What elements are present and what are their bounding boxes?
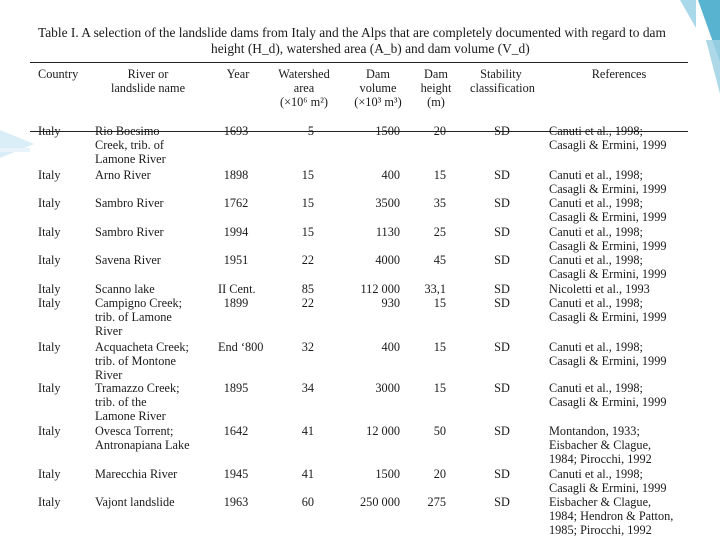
cell-refs-line: Canuti et al., 1998; — [549, 124, 643, 138]
cell-area — [274, 282, 314, 296]
cell-country-line: Italy — [38, 225, 61, 239]
header-stability: Stability classification — [470, 67, 535, 95]
cell-country — [38, 296, 61, 310]
cell-country — [38, 282, 61, 296]
cell-river — [95, 467, 177, 481]
cell-volume — [346, 340, 400, 354]
cell-area-line: 15 — [301, 225, 314, 239]
cell-refs-line: Canuti et al., 1998; — [549, 296, 643, 310]
cell-refs-line: Casagli & Ermini, 1999 — [549, 481, 667, 496]
corner-decoration — [0, 0, 48, 100]
cell-year-line: 1945 — [223, 467, 249, 481]
cell-area-line: 5 — [307, 124, 314, 138]
cell-height — [416, 253, 446, 267]
cell-river — [95, 296, 182, 339]
cell-country — [38, 225, 61, 239]
cell-stability — [485, 282, 519, 296]
cell-year — [218, 225, 254, 239]
cell-refs — [549, 495, 673, 538]
cell-refs-line: 1984; Pirocchi, 1992 — [549, 452, 652, 467]
cell-year-line: 1693 — [223, 124, 249, 138]
cell-stability-line: SD — [494, 467, 510, 481]
cell-volume — [346, 381, 400, 395]
cell-height — [416, 225, 446, 239]
cell-river-line: Arno River — [95, 168, 151, 182]
cell-stability-line: SD — [494, 124, 510, 138]
cell-country-line: Italy — [38, 381, 61, 395]
cell-country-line: Italy — [38, 495, 61, 509]
cell-country — [38, 168, 61, 182]
cell-year — [218, 124, 254, 138]
cell-refs-line: Casagli & Ermini, 1999 — [549, 138, 667, 153]
cell-stability-line: SD — [494, 296, 510, 310]
cell-river-line: trib. of Montone — [95, 354, 176, 369]
cell-refs-line: Casagli & Ermini, 1999 — [549, 395, 667, 410]
cell-river-line: Rio Boesimo — [95, 124, 160, 138]
header-references: References — [591, 67, 647, 81]
cell-volume — [346, 467, 400, 481]
cell-year — [218, 296, 254, 310]
header-country: Country — [38, 67, 79, 81]
cell-height-line: 20 — [433, 467, 446, 481]
cell-refs-line: Casagli & Ermini, 1999 — [549, 267, 667, 282]
cell-country-line: Italy — [38, 424, 61, 438]
cell-refs-line: Casagli & Ermini, 1999 — [549, 354, 667, 369]
cell-river — [95, 225, 164, 239]
cell-refs-line: Canuti et al., 1998; — [549, 196, 643, 210]
cell-refs-line: Canuti et al., 1998; — [549, 253, 643, 267]
cell-year-line: 1963 — [223, 495, 249, 509]
cell-river — [95, 495, 175, 509]
cell-height-line: 20 — [433, 124, 446, 138]
cell-river-line: Campigno Creek; — [95, 296, 183, 310]
cell-refs — [549, 340, 667, 368]
cell-river — [95, 168, 151, 182]
cell-country — [38, 495, 61, 509]
cell-river-line: trib. of Lamone — [95, 310, 172, 325]
cell-year — [218, 196, 254, 210]
cell-area-line: 22 — [301, 296, 314, 310]
cell-stability — [485, 381, 519, 395]
cell-refs — [549, 225, 667, 253]
cell-refs-line: 1984; Hendron & Patton, — [549, 509, 674, 524]
cell-river-line: Acquacheta Creek; — [95, 340, 189, 354]
cell-height — [416, 340, 446, 354]
cell-river — [95, 381, 180, 424]
cell-volume-line: 3000 — [375, 381, 400, 395]
cell-area-line: 15 — [301, 196, 314, 210]
cell-refs-line: Eisbacher & Clague, — [549, 495, 652, 509]
cell-volume-line: 250 000 — [360, 495, 400, 509]
cell-refs-line: Canuti et al., 1998; — [549, 467, 643, 481]
cell-river-line: River — [95, 368, 123, 383]
cell-river — [95, 340, 189, 383]
cell-river-line: Lamone River — [95, 152, 166, 167]
cell-volume — [346, 296, 400, 310]
cell-country — [38, 424, 61, 438]
cell-country — [38, 196, 61, 210]
cell-year — [218, 467, 254, 481]
cell-height — [416, 168, 446, 182]
cell-river-line: Tramazzo Creek; — [95, 381, 180, 395]
cell-stability — [485, 424, 519, 438]
cell-refs-line: 1985; Pirocchi, 1992 — [549, 523, 652, 538]
cell-year-line: 1994 — [223, 225, 249, 239]
cell-stability-line: SD — [494, 495, 510, 509]
cell-area-line: 85 — [301, 282, 314, 296]
left-edge-line — [0, 148, 30, 152]
cell-stability — [485, 495, 519, 509]
cell-refs — [549, 467, 667, 495]
cell-refs — [549, 196, 667, 224]
cell-volume — [346, 282, 400, 296]
cell-area-line: 22 — [301, 253, 314, 267]
cell-river — [95, 253, 161, 267]
cell-country-line: Italy — [38, 253, 61, 267]
cell-year-line: 1951 — [223, 253, 249, 267]
cell-river — [95, 424, 190, 452]
cell-height-line: 15 — [433, 168, 446, 182]
cell-river-line: Antronapiana Lake — [95, 438, 190, 453]
cell-stability-line: SD — [494, 196, 510, 210]
cell-river-line: trib. of the — [95, 395, 147, 410]
cell-volume — [346, 124, 400, 138]
cell-year — [218, 253, 254, 267]
cell-area — [274, 381, 314, 395]
cell-refs-line: Nicoletti et al., 1993 — [549, 282, 650, 296]
cell-year — [218, 495, 254, 509]
cell-stability — [485, 225, 519, 239]
cell-volume-line: 12 000 — [366, 424, 400, 438]
cell-year — [218, 340, 264, 354]
cell-river-line: Savena River — [95, 253, 161, 267]
cell-country — [38, 253, 61, 267]
cell-refs — [549, 282, 650, 296]
cell-area-line: 34 — [301, 381, 314, 395]
header-year: Year — [226, 67, 250, 81]
cell-volume-line: 1500 — [375, 124, 400, 138]
cell-height — [416, 495, 446, 509]
cell-refs-line: Canuti et al., 1998; — [549, 168, 643, 182]
cell-stability-line: SD — [494, 253, 510, 267]
cell-volume-line: 3500 — [375, 196, 400, 210]
cell-volume — [346, 168, 400, 182]
cell-year-line: 1898 — [223, 168, 249, 182]
cell-river-line: Scanno lake — [95, 282, 155, 296]
cell-area-line: 41 — [301, 467, 314, 481]
cell-country — [38, 467, 61, 481]
cell-country-line: Italy — [38, 282, 61, 296]
cell-refs-line: Casagli & Ermini, 1999 — [549, 210, 667, 225]
cell-volume — [346, 253, 400, 267]
cell-volume-line: 4000 — [375, 253, 400, 267]
cell-refs-line: Casagli & Ermini, 1999 — [549, 310, 667, 325]
caption-line-2: height (H_d), watershed area (A_b) and dam volume (V_d) — [211, 41, 530, 56]
cell-height-line: 15 — [433, 381, 446, 395]
cell-river-line: Lamone River — [95, 409, 166, 424]
cell-height — [416, 381, 446, 395]
cell-year-line: 1642 — [223, 424, 249, 438]
cell-volume — [346, 495, 400, 509]
cell-area — [274, 225, 314, 239]
cell-year-line: II Cent. — [218, 282, 256, 296]
cell-area — [274, 253, 314, 267]
cell-country — [38, 124, 61, 138]
cell-height-line: 15 — [433, 296, 446, 310]
cell-refs — [549, 424, 652, 467]
cell-refs — [549, 381, 667, 409]
cell-refs — [549, 253, 667, 281]
cell-year — [218, 168, 254, 182]
top-rule — [30, 62, 688, 63]
cell-height-line: 275 — [427, 495, 446, 509]
cell-river-line: Sambro River — [95, 196, 164, 210]
cell-area — [274, 124, 314, 138]
cell-volume-line: 1130 — [375, 225, 400, 239]
cell-river-line: Ovesca Torrent; — [95, 424, 174, 438]
cell-refs-line: Casagli & Ermini, 1999 — [549, 182, 667, 197]
cell-volume — [346, 225, 400, 239]
cell-stability-line: SD — [494, 381, 510, 395]
cell-year — [218, 381, 254, 395]
cell-area — [274, 340, 314, 354]
cell-refs-line: Montandon, 1933; — [549, 424, 640, 438]
cell-country-line: Italy — [38, 340, 61, 354]
cell-area-line: 32 — [301, 340, 314, 354]
cell-area — [274, 467, 314, 481]
cell-river-line: Vajont landslide — [95, 495, 175, 509]
cell-country-line: Italy — [38, 124, 61, 138]
cell-country-line: Italy — [38, 196, 61, 210]
cell-country — [38, 340, 61, 354]
cell-area — [274, 495, 314, 509]
cell-area — [274, 168, 314, 182]
cell-stability-line: SD — [494, 225, 510, 239]
header-volume: Dam volume (×10³ m³) — [354, 67, 402, 109]
cell-stability — [485, 467, 519, 481]
cell-year-line: End ‘800 — [218, 340, 264, 354]
cell-year-line: 1899 — [223, 296, 249, 310]
cell-stability-line: SD — [494, 168, 510, 182]
cell-height-line: 33,1 — [424, 282, 446, 296]
cell-river-line: River — [95, 324, 123, 339]
cell-height-line: 45 — [433, 253, 446, 267]
cell-area-line: 60 — [301, 495, 314, 509]
cell-height-line: 15 — [433, 340, 446, 354]
cell-country-line: Italy — [38, 168, 61, 182]
cell-volume-line: 1500 — [375, 467, 400, 481]
cell-volume-line: 930 — [381, 296, 400, 310]
cell-height-line: 25 — [433, 225, 446, 239]
cell-height — [416, 282, 446, 296]
cell-refs-line: Casagli & Ermini, 1999 — [549, 239, 667, 254]
cell-refs — [549, 296, 667, 324]
header-river: River or landslide name — [110, 67, 186, 95]
cell-area — [274, 196, 314, 210]
cell-year-line: 1895 — [223, 381, 249, 395]
cell-stability — [485, 296, 519, 310]
cell-height — [416, 296, 446, 310]
cell-stability — [485, 168, 519, 182]
cell-river-line: Sambro River — [95, 225, 164, 239]
cell-height-line: 50 — [433, 424, 446, 438]
cell-stability-line: SD — [494, 424, 510, 438]
cell-year — [218, 424, 254, 438]
cell-height — [416, 196, 446, 210]
cell-refs — [549, 168, 667, 196]
cell-refs-line: Eisbacher & Clague, — [549, 438, 652, 453]
cell-stability-line: SD — [494, 340, 510, 354]
cell-country-line: Italy — [38, 296, 61, 310]
cell-volume-line: 400 — [381, 168, 400, 182]
header-height: Dam height (m) — [420, 67, 452, 109]
cell-refs-line: Canuti et al., 1998; — [549, 225, 643, 239]
cell-river — [95, 124, 166, 167]
cell-stability — [485, 253, 519, 267]
cell-river-line: Marecchia River — [95, 467, 178, 481]
cell-refs — [549, 124, 667, 152]
cell-volume — [346, 196, 400, 210]
cell-river-line: Creek, trib. of — [95, 138, 164, 153]
cell-volume-line: 400 — [381, 340, 400, 354]
cell-stability-line: SD — [494, 282, 510, 296]
cell-volume-line: 112 000 — [360, 282, 400, 296]
cell-area-line: 41 — [301, 424, 314, 438]
caption-line-1: Table I. A selection of the landslide dams from Italy and the Alps that are completely documented with regard to dam — [38, 25, 666, 40]
cell-stability — [485, 196, 519, 210]
cell-year-line: 1762 — [223, 196, 249, 210]
cell-volume — [346, 424, 400, 438]
cell-height-line: 35 — [433, 196, 446, 210]
cell-area-line: 15 — [301, 168, 314, 182]
cell-refs-line: Canuti et al., 1998; — [549, 381, 643, 395]
cell-height — [416, 467, 446, 481]
cell-stability — [485, 340, 519, 354]
cell-height — [416, 424, 446, 438]
cell-country — [38, 381, 61, 395]
header-watershed: Watershed area (×10⁶ m²) — [278, 67, 330, 109]
cell-river — [95, 282, 155, 296]
cell-area — [274, 424, 314, 438]
left-edge-decoration — [0, 130, 34, 158]
cell-river — [95, 196, 164, 210]
cell-stability — [485, 124, 519, 138]
cell-year — [218, 282, 254, 296]
cell-country-line: Italy — [38, 467, 61, 481]
cell-height — [416, 124, 446, 138]
cell-area — [274, 296, 314, 310]
cell-refs-line: Canuti et al., 1998; — [549, 340, 643, 354]
